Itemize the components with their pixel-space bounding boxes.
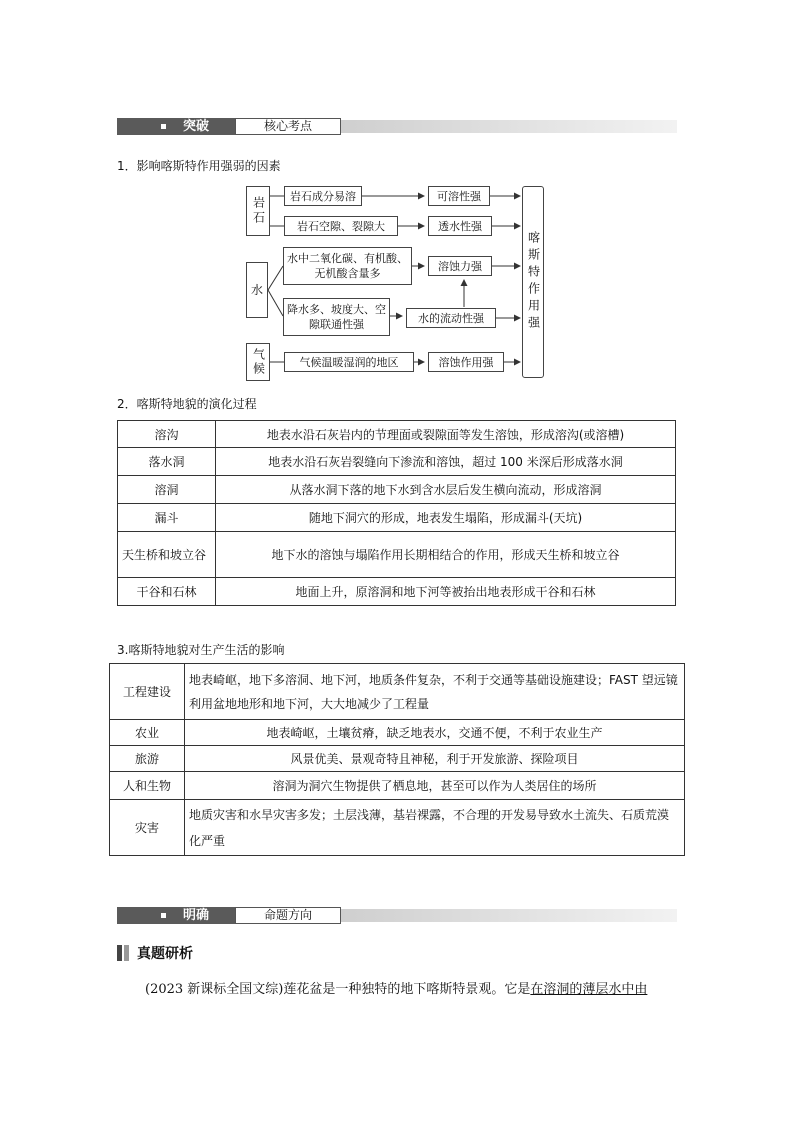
banner-dark-tab bbox=[117, 907, 235, 924]
table-row bbox=[118, 504, 676, 532]
paragraph-text: (2023 新课标全国文综)莲花盆是一种独特的地下喀斯特景观。它是 bbox=[145, 982, 531, 997]
cause-water-acids: 水中二氧化碳、有机酸、无机酸含量多 bbox=[283, 247, 412, 285]
banner-subtitle: 命题方向 bbox=[235, 907, 341, 924]
heading-marker-icon bbox=[124, 945, 129, 961]
exam-analysis-label: 真题研析 bbox=[137, 946, 193, 962]
exam-paragraph bbox=[145, 978, 647, 997]
table-cell-value: 地下水的溶蚀与塌陷作用长期相结合的作用，形成天生桥和坡立谷 bbox=[216, 532, 676, 578]
square-bullet-icon bbox=[161, 913, 166, 918]
evolution-table bbox=[117, 420, 676, 606]
effect-permeable: 透水性强 bbox=[428, 216, 492, 236]
table-cell-value: 地表水沿石灰岩内的节理面或裂隙面等发生溶蚀，形成溶沟(或溶槽) bbox=[216, 421, 676, 448]
table-row bbox=[110, 664, 685, 720]
banner-title: 突破 bbox=[183, 119, 210, 134]
factor-water-label: 水 bbox=[250, 282, 263, 297]
table-cell-key: 灾害 bbox=[110, 800, 185, 856]
table-row bbox=[110, 772, 685, 800]
table-cell-key: 漏斗 bbox=[118, 504, 216, 532]
factor-climate-box bbox=[246, 343, 270, 381]
table-row bbox=[110, 800, 685, 856]
table-cell-key: 溶沟 bbox=[118, 421, 216, 448]
effect-water-flow: 水的流动性强 bbox=[406, 308, 496, 328]
impact-table bbox=[109, 663, 685, 856]
table-row bbox=[118, 421, 676, 448]
effect-dissolution: 溶蚀力强 bbox=[428, 256, 492, 276]
effect-erosion: 溶蚀作用强 bbox=[428, 352, 504, 372]
table-cell-value: 地质灾害和水旱灾害多发；土层浅薄，基岩裸露，不合理的开发易导致水土流失、石质荒漠化严重 bbox=[185, 800, 685, 856]
banner-subtitle: 核心考点 bbox=[235, 118, 341, 135]
factor-climate-label: 气候 bbox=[251, 348, 266, 376]
cause-rock-cracks: 岩石空隙、裂隙大 bbox=[284, 216, 398, 236]
table-cell-value: 地面上升，原溶洞和地下河等被抬出地表形成干谷和石林 bbox=[216, 578, 676, 606]
table-cell-value: 随地下洞穴的形成，地表发生塌陷，形成漏斗(天坑) bbox=[216, 504, 676, 532]
banner-title: 明确 bbox=[183, 908, 210, 923]
table-cell-key: 旅游 bbox=[110, 746, 185, 772]
table-cell-value: 地表崎岖，土壤贫瘠，缺乏地表水，交通不便，不利于农业生产 bbox=[185, 720, 685, 746]
factor-rock-label: 岩石 bbox=[251, 196, 266, 226]
paragraph-underlined-text: 在溶洞的薄层水中由 bbox=[530, 982, 648, 997]
section3-heading: 3.喀斯特地貌对生产生活的影响 bbox=[117, 643, 285, 657]
table-row bbox=[118, 532, 676, 578]
factor-water-box bbox=[246, 262, 268, 318]
section-banner-mingque bbox=[117, 901, 677, 929]
table-cell-value: 地表崎岖，地下多溶洞、地下河，地质条件复杂，不利于交通等基础设施建设；FAST 望远镜利用盆地地形和地下河，大大地减少了工程量 bbox=[185, 664, 685, 720]
table-cell-key: 溶洞 bbox=[118, 476, 216, 504]
cause-water-flow: 降水多、坡度大、空隙联通性强 bbox=[283, 298, 390, 336]
section1-heading: 1．影响喀斯特作用强弱的因素 bbox=[117, 159, 281, 173]
table-row bbox=[118, 476, 676, 504]
table-cell-key: 人和生物 bbox=[110, 772, 185, 800]
factor-rock-box bbox=[246, 186, 270, 236]
result-label: 喀斯特作用强 bbox=[526, 231, 541, 333]
cause-rock-soluble: 岩石成分易溶 bbox=[284, 186, 362, 206]
table-cell-value: 地表水沿石灰岩裂缝向下渗流和溶蚀，超过 100 米深后形成落水洞 bbox=[216, 448, 676, 476]
table-cell-value: 溶洞为洞穴生物提供了栖息地，甚至可以作为人类居住的场所 bbox=[185, 772, 685, 800]
section2-heading: 2．喀斯特地貌的演化过程 bbox=[117, 397, 257, 411]
banner-fade-bar bbox=[341, 909, 677, 922]
table-cell-key: 干谷和石林 bbox=[118, 578, 216, 606]
effect-soluble: 可溶性强 bbox=[428, 186, 490, 206]
table-row bbox=[118, 448, 676, 476]
table-cell-value: 风景优美、景观奇特且神秘，利于开发旅游、探险项目 bbox=[185, 746, 685, 772]
cause-climate-warm: 气候温暖湿润的地区 bbox=[284, 352, 414, 372]
table-row bbox=[118, 578, 676, 606]
table-cell-key: 天生桥和坡立谷 bbox=[118, 532, 216, 578]
table-cell-key: 农业 bbox=[110, 720, 185, 746]
result-karst-strong bbox=[522, 186, 544, 378]
heading-marker-icon bbox=[117, 945, 122, 961]
table-row bbox=[110, 746, 685, 772]
table-cell-value: 从落水洞下落的地下水到含水层后发生横向流动，形成溶洞 bbox=[216, 476, 676, 504]
table-cell-key: 落水洞 bbox=[118, 448, 216, 476]
table-cell-key: 工程建设 bbox=[110, 664, 185, 720]
table-row bbox=[110, 720, 685, 746]
